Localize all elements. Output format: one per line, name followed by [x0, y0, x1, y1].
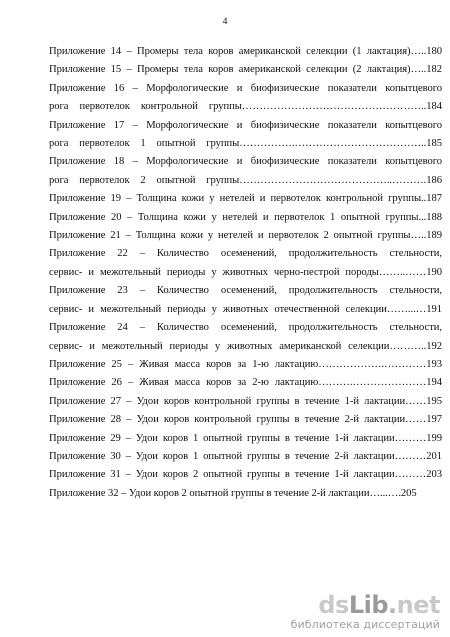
- page-number: 4: [222, 17, 228, 27]
- toc-line: Приложение 26 – Живая масса коров за 2-ю лактацию……….…………………194: [49, 377, 442, 389]
- toc-line: Приложение 19 – Толщина кожи у нетелей и первотелок контрольной группы..187: [49, 193, 442, 205]
- toc-line: Приложение 20 – Толщина кожи у нетелей и первотелок 1 опытной группы...188: [49, 211, 442, 223]
- dslib-logo: [291, 593, 440, 617]
- toc-line: Приложение 24 – Количество осеменений, продолжительность стельности,: [49, 322, 442, 334]
- logo-part-net: net: [396, 591, 440, 619]
- toc-line: сервис- и межотельный периоды у животных американской селекции………..192: [49, 340, 442, 352]
- toc-line: рога первотелок 2 опытной группы……………………………………..……….186: [49, 174, 442, 186]
- toc-line: Приложение 32 – Удои коров 2 опытной группы в течение 2-й лактации…...….205: [49, 487, 417, 499]
- toc-line: Приложение 21 – Толщина кожи у нетелей и первотелок 2 опытной группы…..189: [49, 230, 442, 242]
- toc-line: Приложение 22 – Количество осеменений, продолжительность стельности,: [49, 248, 442, 260]
- toc-line: Приложение 14 – Промеры тела коров американской селекции (1 лактация)…..180: [49, 46, 442, 57]
- logo-part-dot: .: [388, 591, 397, 619]
- toc-line: Приложение 15 – Промеры тела коров американской селекции (2 лактация)…..182: [49, 64, 442, 76]
- toc-line: Приложение 18 – Морфологические и биофизические показатели копытцевого: [49, 156, 442, 168]
- toc-line: сервис- и межотельный периоды у животных отечественной селекции……...…191: [49, 303, 442, 315]
- toc-line: Приложение 29 – Удои коров 1 опытной группы в течение 1-й лактации………199: [49, 432, 442, 444]
- dslib-watermark: [291, 593, 440, 631]
- toc-line: Приложение 30 – Удои коров 1 опытной группы в течение 2-й лактации………201: [49, 450, 442, 462]
- logo-part-ds: ds: [318, 591, 349, 619]
- watermark-subtitle: библиотека диссертаций: [290, 618, 440, 631]
- logo-part-lib: Lib: [348, 591, 389, 619]
- toc-line: Приложение 27 – Удои коров контрольной группы в течение 1-й лактации……195: [49, 395, 442, 407]
- toc-line: Приложение 23 – Количество осеменений, продолжительность стельности,: [49, 285, 442, 297]
- toc-line: сервис- и межотельный периоды у животных черно-пестрой породы……..……190: [49, 266, 442, 278]
- table-of-contents: [49, 43, 442, 503]
- toc-line: рога первотелок контрольной группы……………………………………………..184: [49, 101, 442, 113]
- toc-line: Приложение 31 – Удои коров 2 опытной группы в течение 1-й лактации………203: [49, 469, 442, 481]
- toc-line: Приложение 25 – Живая масса коров за 1-ю лактацию……………….…………193: [49, 358, 442, 370]
- toc-line: рога первотелок 1 опытной группы…………….………………………………..185: [49, 138, 442, 150]
- toc-line: Приложение 17 – Морфологические и биофизические показатели копытцевого: [49, 119, 442, 131]
- toc-line: Приложение 16 – Морфологические и биофизические показатели копытцевого: [49, 82, 442, 94]
- toc-line: Приложение 28 – Удои коров контрольной группы в течение 2-й лактации……197: [49, 414, 442, 426]
